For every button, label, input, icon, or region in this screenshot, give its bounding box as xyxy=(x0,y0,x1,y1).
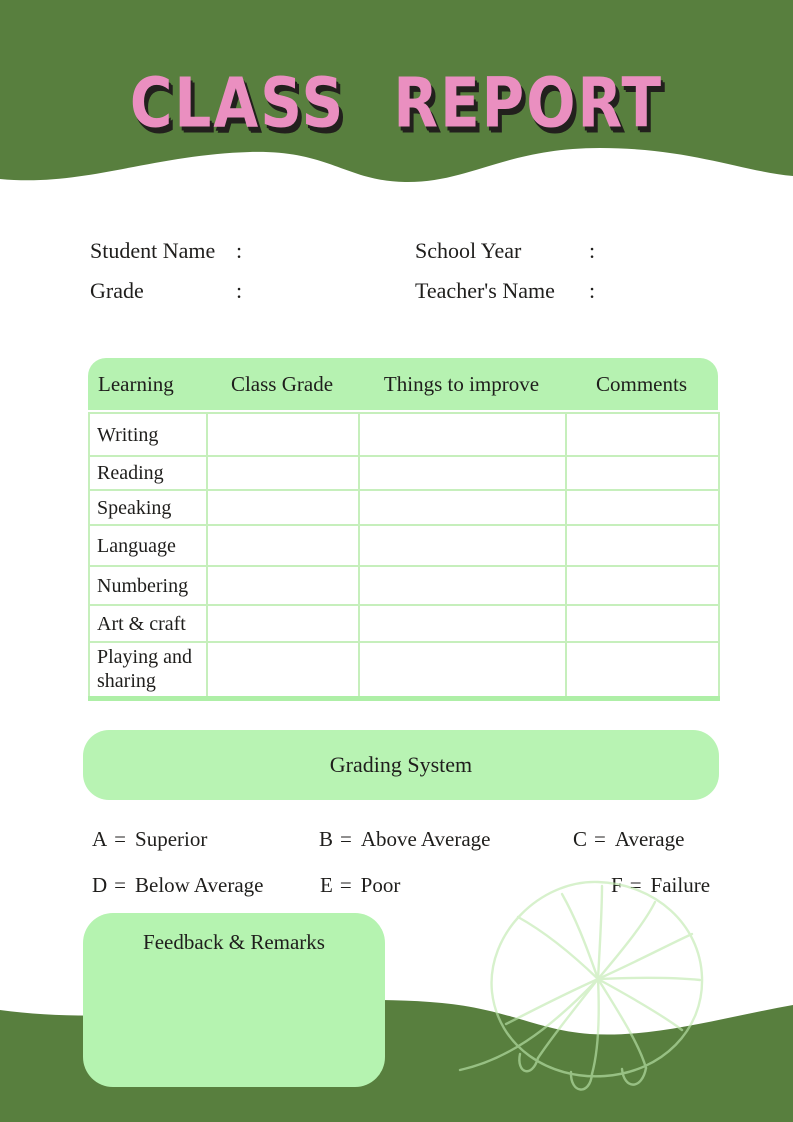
field-colon: : xyxy=(236,278,243,303)
school-year-label: School Year xyxy=(415,238,522,263)
subject-cell: Reading xyxy=(89,456,207,490)
table-row-playing-sharing xyxy=(89,642,719,698)
class-grade-cell xyxy=(207,566,359,605)
class-grade-cell xyxy=(207,413,359,456)
comments-cell xyxy=(566,413,719,456)
comments-cell xyxy=(566,525,719,566)
grading-system-title: Grading System xyxy=(329,752,473,777)
page-title: CLASS REPORT xyxy=(129,62,664,144)
comments-cell xyxy=(566,642,719,698)
subject-cell: Language xyxy=(89,525,207,566)
equals-sign: = xyxy=(629,873,642,897)
grading-item-c xyxy=(573,827,684,852)
grade-letter: D xyxy=(92,873,108,897)
things-to-improve-cell xyxy=(359,605,566,642)
equals-sign: = xyxy=(340,827,352,851)
teacher-name-label: Teacher's Name xyxy=(415,278,555,303)
table-header-row xyxy=(88,358,718,410)
things-to-improve-cell xyxy=(359,456,566,490)
student-name-label: Student Name xyxy=(90,238,216,263)
grade-field xyxy=(90,278,242,304)
grading-item-a xyxy=(92,827,207,852)
things-to-improve-cell xyxy=(359,642,566,698)
things-to-improve-cell xyxy=(359,413,566,456)
grading-item-b xyxy=(319,827,491,852)
feedback-title: Feedback & Remarks xyxy=(143,930,325,954)
comments-cell xyxy=(566,490,719,525)
class-grade-cell xyxy=(207,642,359,698)
grade-letter: C xyxy=(573,827,588,851)
grade-label: Grade xyxy=(90,278,144,303)
grade-meaning: Above Average xyxy=(360,827,491,851)
grade-meaning: Below Average xyxy=(135,873,264,897)
subject-cell: Writing xyxy=(89,413,207,456)
equals-sign: = xyxy=(114,873,127,897)
table-row-art-craft xyxy=(89,605,719,642)
grade-letter: F xyxy=(611,873,623,897)
grading-item-d xyxy=(92,873,264,898)
class-grade-cell xyxy=(207,490,359,525)
comments-cell xyxy=(566,566,719,605)
column-header-comments: Comments xyxy=(595,371,687,396)
grade-letter: B xyxy=(319,827,334,851)
things-to-improve-cell xyxy=(359,566,566,605)
table-row-numbering xyxy=(89,566,719,605)
monstera-leaf-icon xyxy=(450,872,740,1112)
student-name-field xyxy=(90,238,242,264)
report-table xyxy=(88,412,720,701)
field-colon: : xyxy=(589,278,596,303)
table-row-writing xyxy=(89,413,719,456)
field-colon: : xyxy=(589,238,596,263)
equals-sign: = xyxy=(339,873,352,897)
grading-system-banner xyxy=(83,730,719,800)
table-row-reading xyxy=(89,456,719,490)
comments-cell xyxy=(566,456,719,490)
class-grade-cell xyxy=(207,525,359,566)
subject-cell: Speaking xyxy=(89,490,207,525)
school-year-field xyxy=(415,238,595,264)
table-row-speaking xyxy=(89,490,719,525)
grade-meaning: Poor xyxy=(360,873,401,897)
grade-meaning: Superior xyxy=(135,827,208,851)
feedback-box xyxy=(83,913,385,1087)
equals-sign: = xyxy=(594,827,606,851)
grade-letter: A xyxy=(92,827,108,851)
equals-sign: = xyxy=(114,827,127,851)
things-to-improve-cell xyxy=(359,490,566,525)
subject-cell: Art & craft xyxy=(89,605,207,642)
grade-meaning: Failure xyxy=(650,873,711,897)
grading-item-e xyxy=(320,873,400,898)
class-grade-cell xyxy=(207,456,359,490)
class-grade-cell xyxy=(207,605,359,642)
column-header-learning: Learning xyxy=(98,371,174,396)
grade-letter: E xyxy=(320,873,333,897)
column-header-class-grade: Class Grade xyxy=(230,371,334,396)
table-row-language xyxy=(89,525,719,566)
subject-cell: Playing and sharing xyxy=(89,642,207,698)
things-to-improve-cell xyxy=(359,525,566,566)
comments-cell xyxy=(566,605,719,642)
field-colon: : xyxy=(236,238,243,263)
subject-cell: Numbering xyxy=(89,566,207,605)
column-header-things-to-improve: Things to improve xyxy=(383,371,540,396)
teacher-name-field xyxy=(415,278,595,304)
grade-meaning: Average xyxy=(614,827,685,851)
